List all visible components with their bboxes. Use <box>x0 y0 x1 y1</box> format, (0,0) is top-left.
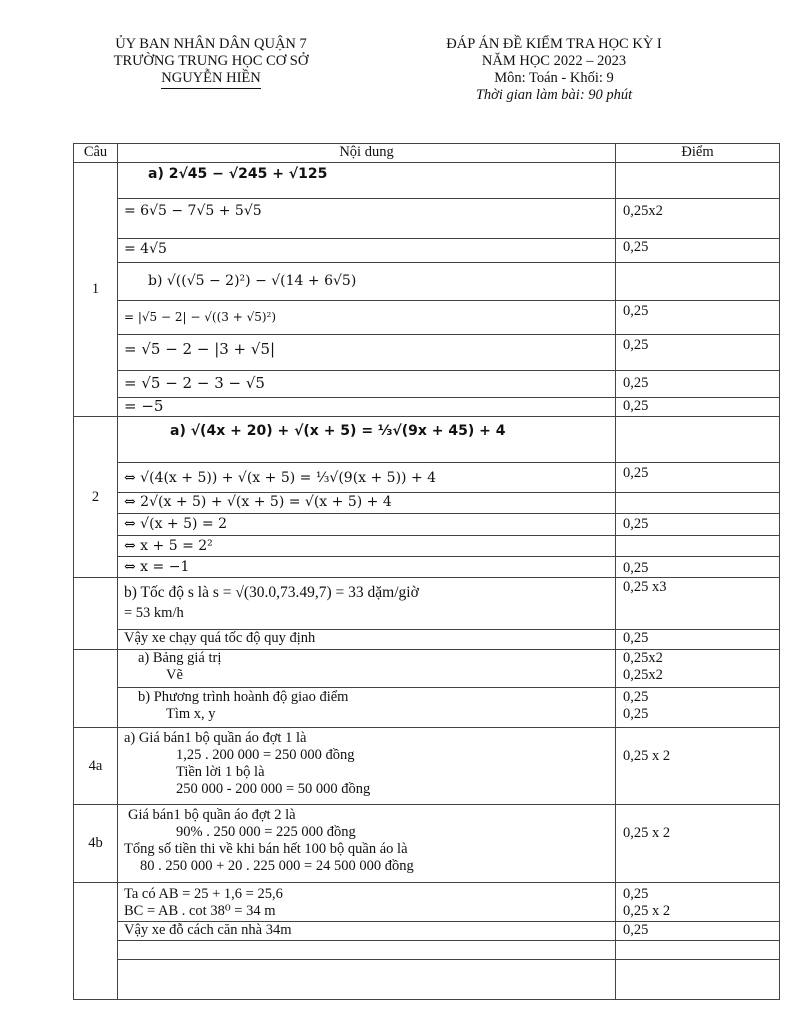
q1b-step-4: = −5 <box>124 397 164 415</box>
q2a-step-3: ⇔ √(x + 5) = 2 <box>124 516 227 532</box>
table-row <box>74 650 780 688</box>
table-row <box>74 630 780 650</box>
points-cell: 0,25 <box>616 922 780 941</box>
q1b-problem: b) √((√5 − 2)²) − √(14 + 6√5) <box>148 273 357 289</box>
q2a-step-2: ⇔ 2√(x + 5) + √(x + 5) = √(x + 5) + 4 <box>124 494 392 510</box>
subject-grade: Môn: Toán - Khối: 9 <box>494 70 614 86</box>
q3a-draw: Vẽ <box>166 667 183 683</box>
points-cell: 0,25 <box>616 630 780 650</box>
table-row <box>74 514 780 536</box>
q1a-step-1: = 6√5 − 7√5 + 5√5 <box>124 203 262 219</box>
q2a-step-5: ⇔ x = −1 <box>124 559 190 575</box>
table-row <box>74 398 780 417</box>
table-row <box>74 805 780 883</box>
question-number-4b: 4b <box>74 805 118 883</box>
table-row <box>74 335 780 371</box>
table-row <box>74 922 780 941</box>
q4b-line-4: 80 . 250 000 + 20 . 225 000 = 24 500 000 đồng <box>140 858 414 874</box>
q4a-line-3: Tiền lời 1 bộ là <box>176 764 265 780</box>
table-row <box>74 960 780 1000</box>
q4a-line-1: a) Giá bán1 bộ quần áo đợt 1 là <box>124 730 307 746</box>
school-name: NGUYỄN HIỀN <box>161 70 260 89</box>
points-cell <box>616 960 780 1000</box>
q5-line-2: BC = AB . cot 38⁰ = 34 m <box>124 903 276 919</box>
empty-cell <box>118 960 616 1000</box>
points-cell: 0,25 x3 <box>616 578 780 630</box>
question-number-4a: 4a <box>74 728 118 805</box>
q1b-step-3: = √5 − 2 − 3 − √5 <box>124 374 265 392</box>
question-number-2: 2 <box>74 417 118 578</box>
q4b-line-2: 90% . 250 000 = 225 000 đồng <box>176 824 356 840</box>
q4a-line-2: 1,25 . 200 000 = 250 000 đồng <box>176 747 355 763</box>
col-header-points: Điểm <box>616 144 780 163</box>
table-row <box>74 239 780 263</box>
school-line-1: TRƯỜNG TRUNG HỌC CƠ SỞ <box>113 53 309 69</box>
school-year: NĂM HỌC 2022 – 2023 <box>481 53 627 69</box>
table-row <box>74 417 780 463</box>
col-header-cau: Câu <box>74 144 118 163</box>
points-value: 0,25 <box>623 886 649 902</box>
points-cell: 0,25 <box>616 398 780 417</box>
q5-conclusion: Vậy xe đỗ cách căn nhà 34m <box>124 922 292 938</box>
points-cell <box>616 417 780 463</box>
q2a-step-4: ⇔ x + 5 = 2² <box>124 538 213 554</box>
table-row <box>74 371 780 398</box>
q4b-line-3: Tổng số tiền thi về khi bán hết 100 bộ quần áo là <box>124 841 408 857</box>
table-row <box>74 941 780 960</box>
points-cell <box>616 163 780 199</box>
table-row <box>74 557 780 578</box>
table-row <box>74 463 780 493</box>
q5-line-1: Ta có AB = 25 + 1,6 = 25,6 <box>124 886 283 902</box>
points-value: 0,25 <box>623 689 649 705</box>
points-cell <box>616 536 780 557</box>
points-cell: 0,25 <box>616 463 780 493</box>
points-cell <box>616 493 780 514</box>
q1b-step-2: = √5 − 2 − |3 + √5| <box>124 340 276 358</box>
question-number-cell <box>74 650 118 728</box>
q2b-conclusion: Vậy xe chạy quá tốc độ quy định <box>124 630 316 646</box>
points-cell: 0,25 <box>616 557 780 578</box>
points-cell: 0,25 x 2 <box>616 728 780 805</box>
points-cell: 0,25 x 2 <box>616 805 780 883</box>
points-cell: 0,25 <box>616 335 780 371</box>
points-value: 0,25x2 <box>623 650 663 666</box>
question-number-1: 1 <box>74 163 118 417</box>
q1b-step-1: = |√5 − 2| − √((3 + √5)²) <box>124 310 277 324</box>
q3b-find: Tìm x, y <box>166 706 216 722</box>
table-row <box>74 688 780 728</box>
q4b-line-1: Giá bán1 bộ quần áo đợt 2 là <box>128 807 296 823</box>
points-value: 0,25x2 <box>623 667 663 683</box>
time-limit: Thời gian làm bài: 90 phút <box>475 87 633 103</box>
table-row <box>74 536 780 557</box>
question-number-cell <box>74 883 118 1000</box>
points-cell: 0,25 <box>616 301 780 335</box>
points-cell: 0,25 <box>616 371 780 398</box>
q1a-step-2: = 4√5 <box>124 241 167 257</box>
points-value: 0,25 <box>623 706 649 722</box>
points-cell: 0,25 <box>616 239 780 263</box>
header-right <box>408 36 700 104</box>
empty-cell <box>118 941 616 960</box>
table-header-row <box>74 144 780 163</box>
table-row <box>74 163 780 199</box>
table-row <box>74 578 780 630</box>
q4a-line-4: 250 000 - 200 000 = 50 000 đồng <box>176 781 371 797</box>
header-left <box>80 36 342 89</box>
q2a-problem: a) √(4x + 20) + √(x + 5) = ⅓√(9x + 45) + 4 <box>170 423 506 439</box>
q2a-step-1: ⇔ √(4(x + 5)) + √(x + 5) = ⅓√(9(x + 5)) + 4 <box>124 470 437 486</box>
table-row <box>74 263 780 301</box>
table-row <box>74 199 780 239</box>
points-cell: 0,25x2 <box>616 199 780 239</box>
q3b-label: b) Phương trình hoành độ giao điểm <box>138 689 349 705</box>
table-row <box>74 301 780 335</box>
points-cell: 0,25 <box>616 514 780 536</box>
col-header-content: Nội dung <box>118 144 616 163</box>
table-row <box>74 728 780 805</box>
district-committee: ỦY BAN NHÂN DÂN QUẬN 7 <box>115 36 307 52</box>
q2b-speed-result: = 53 km/h <box>124 605 184 621</box>
table-row <box>74 883 780 922</box>
q1a-problem: a) 2√45 − √245 + √125 <box>148 166 328 182</box>
table-row <box>74 493 780 514</box>
points-value: 0,25 x 2 <box>623 903 671 919</box>
q3a-label: a) Bảng giá trị <box>138 650 222 666</box>
answer-table <box>73 143 780 1000</box>
doc-title: ĐÁP ÁN ĐỀ KIỂM TRA HỌC KỲ I <box>446 36 662 52</box>
question-number-cell <box>74 578 118 650</box>
points-cell <box>616 263 780 301</box>
points-cell <box>616 941 780 960</box>
q2b-speed-formula: b) Tốc độ s là s = √(30.0,73.49,7) = 33 dặm/giờ <box>124 584 419 601</box>
